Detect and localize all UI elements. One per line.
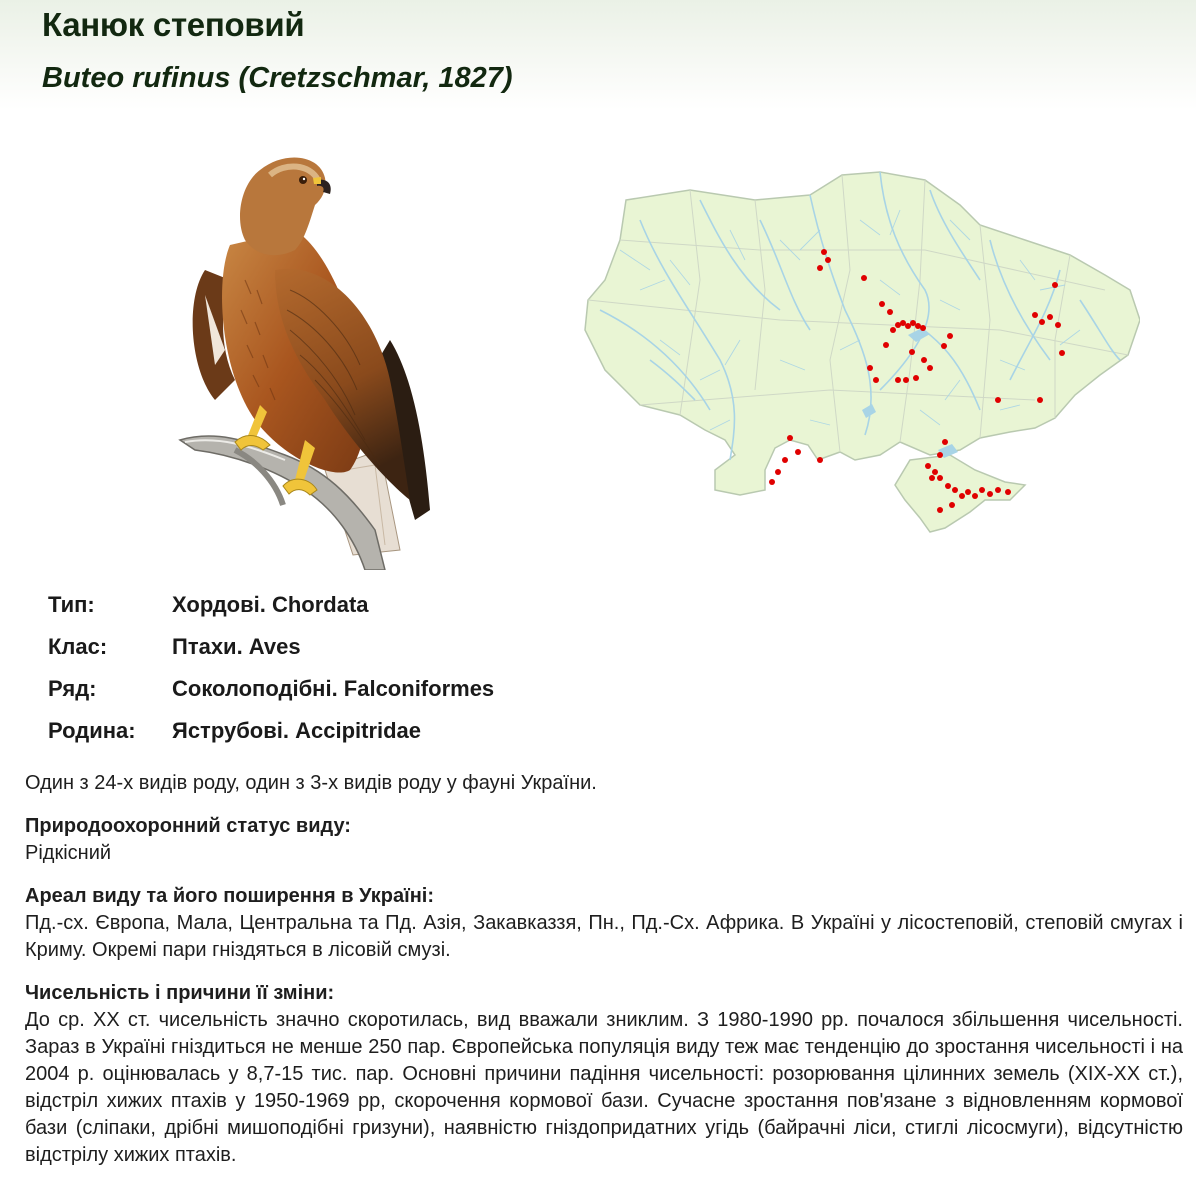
taxonomy-table — [48, 592, 494, 760]
record-point — [949, 502, 955, 508]
bird-illustration — [175, 150, 440, 570]
record-point — [945, 483, 951, 489]
record-point — [1047, 314, 1053, 320]
record-point — [932, 469, 938, 475]
record-point — [937, 452, 943, 458]
record-point — [821, 249, 827, 255]
record-point — [795, 449, 801, 455]
record-point — [959, 493, 965, 499]
taxonomy-value: Птахи. Aves — [172, 634, 301, 659]
record-point — [1055, 322, 1061, 328]
record-point — [987, 491, 993, 497]
record-point — [979, 487, 985, 493]
taxonomy-row-class — [48, 634, 494, 676]
record-point — [913, 375, 919, 381]
record-point — [817, 265, 823, 271]
record-point — [903, 377, 909, 383]
record-point — [1052, 282, 1058, 288]
record-point — [825, 257, 831, 263]
record-point — [1005, 489, 1011, 495]
record-point — [1059, 350, 1065, 356]
taxonomy-label: Ряд: — [48, 676, 97, 701]
record-point — [775, 469, 781, 475]
record-point — [817, 457, 823, 463]
record-point — [937, 507, 943, 513]
record-point — [905, 323, 911, 329]
status-text: Рідкісний — [25, 842, 112, 864]
record-point — [867, 365, 873, 371]
record-point — [895, 377, 901, 383]
record-point — [887, 309, 893, 315]
record-point — [941, 343, 947, 349]
record-point — [787, 435, 793, 441]
record-point — [883, 342, 889, 348]
taxonomy-row-family — [48, 718, 494, 760]
species-description — [25, 770, 1183, 1169]
taxonomy-value: Соколоподібні. Falconiformes — [172, 676, 495, 701]
intro-paragraph: Один з 24-х видів роду, один з 3-х видів роду у фауні України. — [25, 772, 597, 794]
page-title: Канюк степовий — [42, 6, 305, 43]
range-text: Пд.-сх. Європа, Мала, Центральна та Пд. Азія, Закавказзя, Пн., Пд.-Сх. Африка. В Україні у лісостеповій, степовій смугах і Криму. Окремі пари гніздяться в лісовій смузі. — [25, 912, 1183, 961]
record-point — [952, 487, 958, 493]
population-text: До ср. XX ст. чисельність значно скоротилась, вид вважали зниклим. З 1980-1990 рр. почалося збільшення чисельності. Зараз в Україні гніздиться не менше 250 пар. Європейська популяція виду теж має тенденцію до зростання чисельності і на 2004 р. оцінювалась у 8,7-15 тис. пар. Основні причини падіння чисельності: розорювання цілинних земель (XIX-XX ст.), відстріл хижих птахів у 1950-1969 рр, скорочення кормової бази. Сучасне зростання пов'язане з відновленням кормової бази (сліпаки, дрібні мишоподібні гризуни), наявністю гніздопридатних угідь (байрачні ліси, стиглі лісосмуги), відсутністю відстрілу хижих птахів. — [25, 1009, 1183, 1166]
record-point — [965, 489, 971, 495]
status-heading: Природоохоронний статус виду: — [25, 815, 351, 837]
record-point — [890, 327, 896, 333]
record-point — [929, 475, 935, 481]
taxonomy-value: Хордові. Chordata — [172, 592, 369, 617]
taxonomy-row-type — [48, 592, 494, 634]
record-point — [861, 275, 867, 281]
record-point — [937, 475, 943, 481]
latin-name: Buteo rufinus (Cretzschmar, 1827) — [42, 62, 513, 94]
taxonomy-value: Яструбові. Accipitridae — [172, 718, 422, 743]
record-point — [925, 463, 931, 469]
record-point — [873, 377, 879, 383]
ukraine-mainland-outline — [585, 172, 1140, 495]
record-point — [1037, 397, 1043, 403]
population-heading: Чисельність і причини її зміни: — [25, 982, 335, 1004]
record-point — [995, 397, 1001, 403]
distribution-map — [580, 160, 1140, 540]
record-point — [947, 333, 953, 339]
record-point — [909, 349, 915, 355]
record-point — [920, 325, 926, 331]
record-point — [927, 365, 933, 371]
record-point — [910, 320, 916, 326]
taxonomy-label: Родина: — [48, 718, 136, 743]
record-point — [995, 487, 1001, 493]
range-heading: Ареал виду та його поширення в Україні: — [25, 885, 434, 907]
taxonomy-label: Тип: — [48, 592, 95, 617]
record-point — [782, 457, 788, 463]
record-point — [1032, 312, 1038, 318]
record-point — [769, 479, 775, 485]
record-point — [1039, 319, 1045, 325]
record-point — [972, 493, 978, 499]
record-point — [921, 357, 927, 363]
taxonomy-row-order — [48, 676, 494, 718]
record-point — [900, 320, 906, 326]
record-point — [879, 301, 885, 307]
taxonomy-label: Клас: — [48, 634, 108, 659]
record-point — [942, 439, 948, 445]
